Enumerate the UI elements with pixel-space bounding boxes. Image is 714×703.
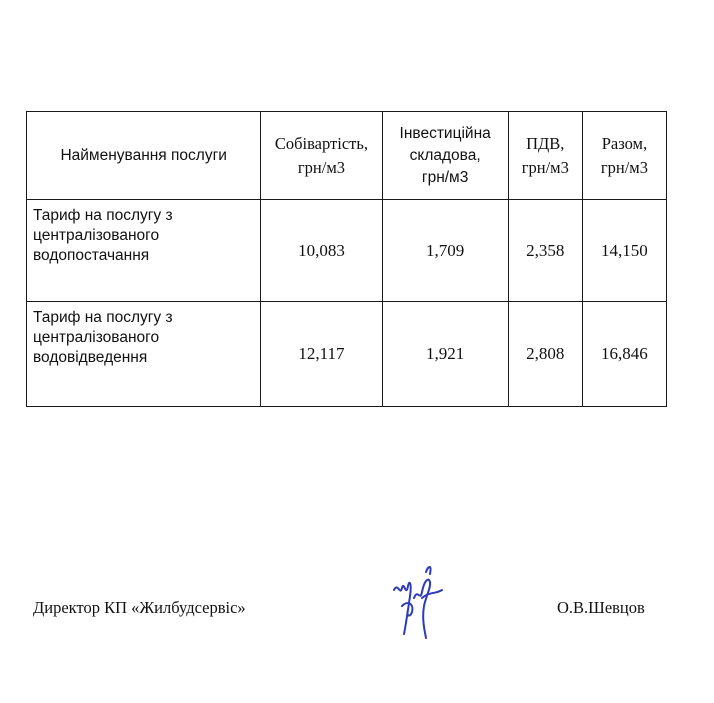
row-total: 16,846	[582, 302, 666, 407]
signatory-name: О.В.Шевцов	[557, 598, 645, 617]
row-total: 14,150	[582, 200, 666, 302]
row-vat: 2,808	[508, 302, 582, 407]
signature-block	[0, 598, 714, 638]
row-vat: 2,358	[508, 200, 582, 302]
row-service-name: Тариф на послугу з централізованого водопостачання	[27, 200, 261, 302]
row-investment: 1,921	[382, 302, 508, 407]
signatory-position: Директор КП «Жилбудсервіс»	[33, 598, 246, 617]
header-service-name: Найменування послуги	[27, 112, 261, 200]
row-investment: 1,709	[382, 200, 508, 302]
row-cost: 12,117	[261, 302, 382, 407]
header-cost: Собівартість, грн/м3	[261, 112, 382, 200]
table-header-row	[27, 112, 667, 200]
row-service-name: Тариф на послугу з централізованого водовідведення	[27, 302, 261, 407]
table-row	[27, 302, 667, 407]
tariff-table	[26, 111, 667, 407]
table-row	[27, 200, 667, 302]
header-vat: ПДВ, грн/м3	[508, 112, 582, 200]
header-total: Разом, грн/м3	[582, 112, 666, 200]
row-cost: 10,083	[261, 200, 382, 302]
header-investment: Інвестиційна складова, грн/м3	[382, 112, 508, 200]
